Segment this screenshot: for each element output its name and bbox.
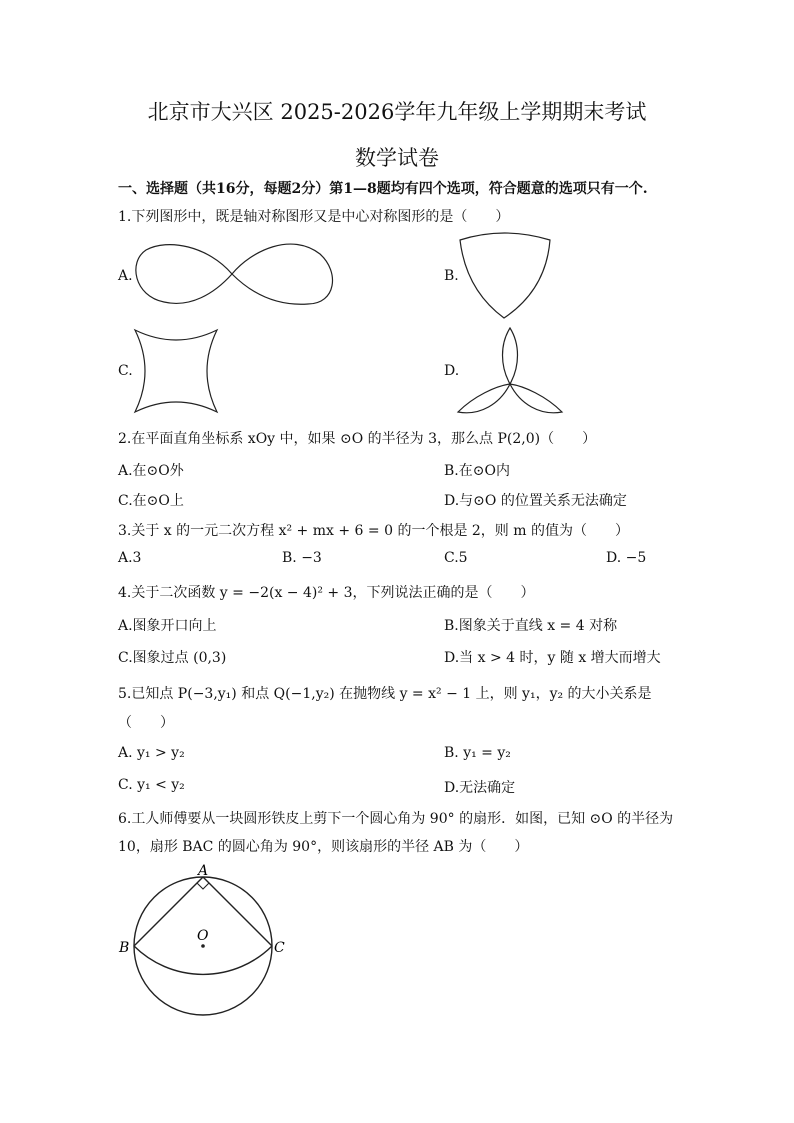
q4-option-d: D.当 x > 4 时，y 随 x 增大而增大 [444,650,661,666]
q6-label-o: O [197,928,209,944]
q3-option-d: D. −5 [606,550,647,566]
q3-option-b: B. −3 [282,550,322,566]
q3-option-c: C.5 [444,550,468,566]
q6-label-c: C [274,940,285,956]
q5-option-a: A. y₁ > y₂ [118,745,185,761]
q5-option-c: C. y₁ < y₂ [118,777,185,793]
q6-label-b: B [119,940,130,956]
q1-figure-d-three-petals [456,326,564,416]
section-heading: 一、选择题（共16分，每题2分）第1—8题均有四个选项，符合题意的选项只有一个. [118,181,648,197]
q2-option-a: A.在⊙O外 [118,463,184,479]
q4-option-b: B.图象关于直线 x = 4 对称 [444,618,618,634]
q1-option-b-label: B. [444,268,459,284]
q2-option-b: B.在⊙O内 [444,463,510,479]
page-title: 北京市大兴区 2025-2026学年九年级上学期期末考试 [147,100,647,124]
question-5-stem: 5.已知点 P(−3,y₁) 和点 Q(−1,y₂) 在抛物线 y = x² − 1 上，则 y₁，y₂ 的大小关系是 [118,686,652,702]
q6-label-a: A [198,863,209,879]
q3-option-a: A.3 [118,550,142,566]
q5-option-d: D.无法确定 [444,780,516,796]
question-3-stem: 3.关于 x 的一元二次方程 x² + mx + 6 = 0 的一个根是 2，则 m 的值为（ ） [118,523,629,539]
question-1-stem: 1.下列图形中，既是轴对称图形又是中心对称图形的是（ ） [118,209,510,225]
q1-figure-c-concave-square [133,328,219,414]
q1-figure-a-infinity-shape [130,238,335,310]
question-2-stem: 2.在平面直角坐标系 xOy 中，如果 ⊙O 的半径为 3，那么点 P(2,0)（ ） [118,431,597,447]
q2-option-d: D.与⊙O 的位置关系无法确定 [444,493,627,509]
question-6-stem-cont: 10，扇形 BAC 的圆心角为 90°，则该扇形的半径 AB 为（ ） [118,839,529,855]
q4-option-a: A.图象开口向上 [118,618,217,634]
page-subtitle: 数学试卷 [355,146,439,170]
q1-option-c-label: C. [118,363,133,379]
q1-option-a-label: A. [118,268,133,284]
q1-figure-b-curved-triangle [456,232,556,322]
q1-option-d-label: D. [444,363,460,379]
q2-option-c: C.在⊙O上 [118,493,184,509]
question-6-stem: 6.工人师傅要从一块圆形铁皮上剪下一个圆心角为 90° 的扇形．如图，已知 ⊙O 的半径为 [118,811,674,827]
question-4-stem: 4.关于二次函数 y = −2(x − 4)² + 3，下列说法正确的是（ ） [118,585,535,601]
q6-figure-circle-sector [112,862,302,1022]
q5-option-b: B. y₁ = y₂ [444,745,511,761]
q4-option-c: C.图象过点 (0,3) [118,650,227,666]
question-5-stem-cont: （ ） [118,715,174,731]
